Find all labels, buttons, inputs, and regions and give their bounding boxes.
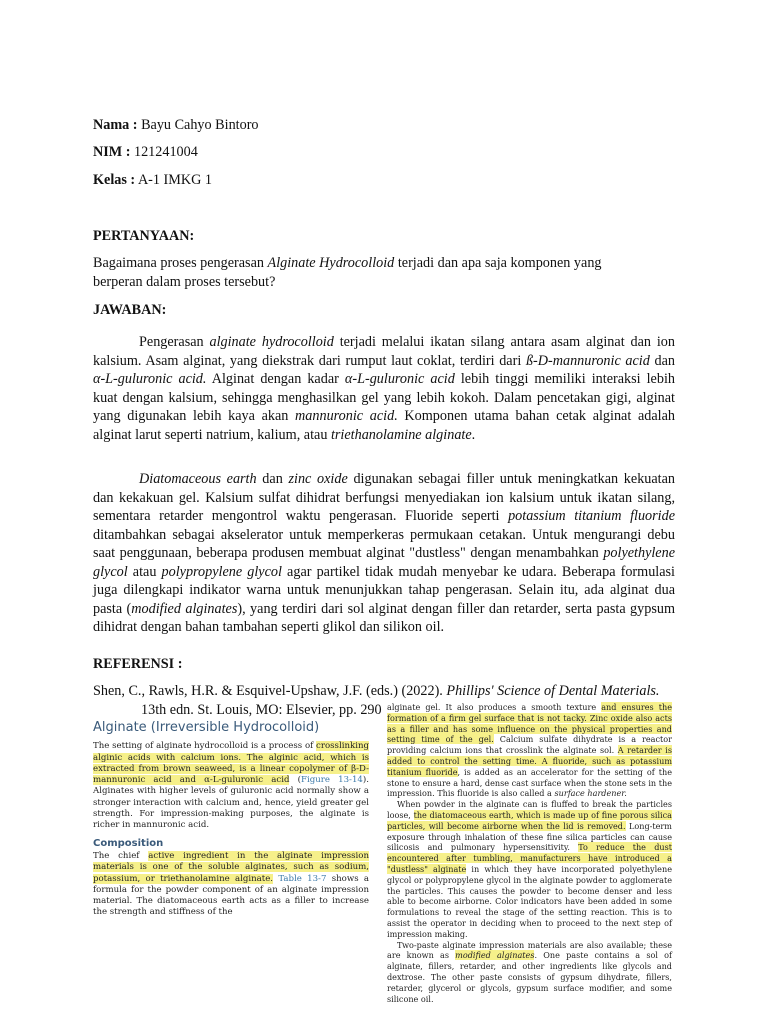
text-run: ), yang terdiri dari sol alginat dengan filler dan retarder, serta pasta gypsum dihidrat dengan bahan tambahan seperti glikol dan silikon oil.	[93, 600, 675, 635]
text-run: active ingredient in the alginate impression materials is one of the soluble alginates, such as sodium, potassium, or triethanolamine alginate.	[93, 850, 369, 884]
text-run: and ensures the formation of a firm gel surface that is not tacky. Zinc oxide also acts as a filler and has some influence on the physical properties and setting time of the gel.	[387, 702, 672, 745]
question-text-1: Bagaimana proses pengerasan	[93, 255, 268, 271]
answer-heading: JAWABAN:	[93, 302, 167, 318]
nama-label: Nama :	[93, 117, 138, 133]
text-run: polypropylene glycol	[161, 563, 282, 580]
text-run: ß-D-mannuronic acid	[525, 352, 650, 369]
excerpt-right-column	[387, 702, 672, 1004]
text-run: The chief	[93, 850, 149, 861]
question-text-2: terjadi dan apa saja komponen yang	[394, 255, 602, 271]
text-run: mannuronic acid.	[295, 408, 398, 424]
excerpt-right-paragraph-3	[387, 940, 672, 1005]
nim-line	[93, 143, 198, 161]
answer-paragraph-2-text	[93, 470, 675, 637]
excerpt-right-paragraph-2	[387, 799, 672, 939]
text-run: terjadi melalui ikatan silang antara asam alginat dan ion kalsium. Asam alginat, yang diekstrak dari rumput laut coklat, terdiri dari	[93, 334, 675, 369]
answer-paragraph-2	[93, 470, 675, 637]
excerpt-title: Alginate (Irreversible Hydrocolloid)	[93, 720, 320, 735]
references-heading: REFERENSI :	[93, 656, 183, 672]
answer-paragraph-1-text	[93, 333, 675, 444]
text-run: modified alginates	[131, 600, 238, 617]
text-run: alginate gel. It also produces a smooth texture	[387, 702, 602, 712]
reference-edition: 13th edn. St. Louis, MO: Elsevier, pp. 290	[141, 701, 382, 718]
text-run: Komponen utama bahan cetak alginat adalah alginat larut seperti natrium, kalium, atau	[93, 408, 676, 443]
text-run: crosslinking alginic acids with calcium ions. The alginic acid, which is extracted from brown seaweed, is a linear copolymer of β-D-mannuronic acid and α-L-guluronic acid	[93, 741, 369, 786]
question-heading: PERTANYAAN:	[93, 228, 195, 244]
text-run: in which they have incorporated polyethylene glycol or polypropylene glycol in the alginate powder to agglomerate the particles. This causes the powder to become denser and less able to become airborne. Color indicators have been added in some formulations to reveal the stage of the setting reaction. This is to assist the operator in deciding when to proceed to the next step of impression making.	[387, 863, 672, 939]
excerpt-left-paragraph-2	[93, 851, 369, 919]
excerpt-subheading: Composition	[93, 837, 164, 849]
excerpt-left-paragraph-1	[93, 741, 369, 831]
text-run: Table 13-7	[278, 873, 327, 884]
text-run: potassium titanium fluoride	[508, 508, 676, 524]
text-run: When powder in the alginate can is fluffed to break the particles loose,	[387, 799, 672, 820]
text-run: To reduce the dust encountered after tumbling, manufacturers have introduced a "dustless" alginate	[387, 842, 673, 874]
text-run: polyethylene glycol	[93, 545, 675, 580]
kelas-value: A-1 IMKG 1	[137, 172, 213, 188]
text-run: Alginat dengan kadar	[206, 371, 345, 387]
excerpt-right-paragraph-1	[387, 702, 672, 799]
text-run: dan	[256, 471, 289, 487]
question-line-1	[93, 254, 602, 272]
text-run: dan	[649, 352, 675, 369]
kelas-label: Kelas :	[93, 172, 136, 188]
text-run: digunakan sebagai filler untuk meningkatkan kekuatan dan kekakuan gel. Kalsium sulfat dihidrat berfungsi menyediakan ion kalsium untuk ikatan silang, sementara retarder mengontrol waktu pengerasan. Fluoride seperti	[93, 471, 676, 524]
text-run: Pengerasan	[139, 334, 210, 350]
text-run: zinc oxide	[288, 471, 348, 487]
text-run: α-L-guluronic acid	[344, 371, 455, 387]
text-run: The setting of alginate hydrocolloid is a process of	[93, 741, 317, 752]
kelas-line	[93, 171, 212, 189]
nim-label: NIM :	[93, 144, 131, 160]
question-line-2: berperan dalam proses tersebut?	[93, 274, 276, 290]
reference-title: Phillips' Science of Dental Materials.	[446, 683, 660, 699]
text-run: triethanolamine alginate	[330, 426, 472, 443]
nim-value: 121241004	[133, 144, 198, 160]
text-run: lebih tinggi memiliki interaksi lebih kuat dengan kalsium, sehingga menghasilkan gel yang lebih kokoh. Dalam pencetakan gigi, alginat yang digunakan lebih kaya akan	[93, 371, 675, 424]
text-run: shows a formula for the powder component of an alginate impression material. The diatomaceous earth acts as a filler to increase the strength and stiffness of the	[93, 873, 370, 918]
text-run: , is added as an accelerator for the setting of the stone to ensure a hard, dense cast surface when the stone sets in the impression. This fluoride is also called a	[387, 766, 673, 799]
text-run: Two-paste alginate impression materials are also available; these are known as	[387, 939, 672, 961]
text-run: (	[289, 775, 302, 786]
text-run: Figure 13-14	[301, 775, 363, 786]
text-run: ). Alginates with higher levels of guluronic acid normally show a stronger interaction with calcium and, hence, yield greater gel strength. For impression-making purposes, the alginate is richer in mannuronic acid.	[93, 775, 369, 831]
nama-value: Bayu Cahyo Bintoro	[141, 117, 259, 133]
text-run: α-L-guluronic acid.	[93, 371, 207, 387]
text-run: Calcium sulfate dihydrate is a reactor providing calcium ions that crosslink the alginate sol.	[387, 734, 672, 756]
nama-line	[93, 116, 259, 134]
text-run: atau	[127, 563, 162, 580]
text-run: Diatomaceous earth	[139, 471, 257, 487]
text-run: Long-term exposure through inhalation of these fine silica particles can cause silicosis and pulmonary hypersensitivity.	[387, 820, 672, 853]
reference-authors: Shen, C., Rawls, H.R. & Esquivel-Upshaw, J.F. (eds.) (2022).	[93, 683, 447, 699]
question-text-italic: Alginate Hydrocolloid	[267, 255, 395, 271]
text-run: A retarder is added to control the setting time. A fluoride, such as potassium titanium fluoride	[387, 745, 672, 777]
text-run: agar partikel tidak mudah menyebar ke udara. Beberapa formulasi juga dilengkapi indikator warna untuk menunjukkan tahap pengerasan. Selain itu, ada alginat dua pasta (	[93, 563, 675, 617]
text-run: ditambahkan sebagai akselerator untuk memperkeras permukaan cetakan. Untuk mengurangi debu saat penggunaan, beberapa produsen membuat alginat "dustless" dengan menambahkan	[93, 526, 675, 561]
text-run: surface hardener.	[554, 788, 627, 799]
text-run: . One paste contains a sol of alginate, fillers, retarder, and other ingredients like glycols and dextrose. The other paste consists of gypsum dihydrate, fillers, retarder, glycerol or glycols, gypsum surface modifier, and some silicone oil.	[387, 950, 672, 1004]
answer-paragraph-1	[93, 333, 675, 444]
text-run: .	[471, 426, 476, 443]
excerpt-left-column	[93, 722, 369, 919]
text-run: the diatomaceous earth, which is made up of fine porous silica particles, will become airborne when the lid is removed.	[387, 809, 672, 831]
text-run: modified alginates	[455, 950, 535, 961]
text-run: alginate hydrocolloid	[209, 334, 334, 350]
